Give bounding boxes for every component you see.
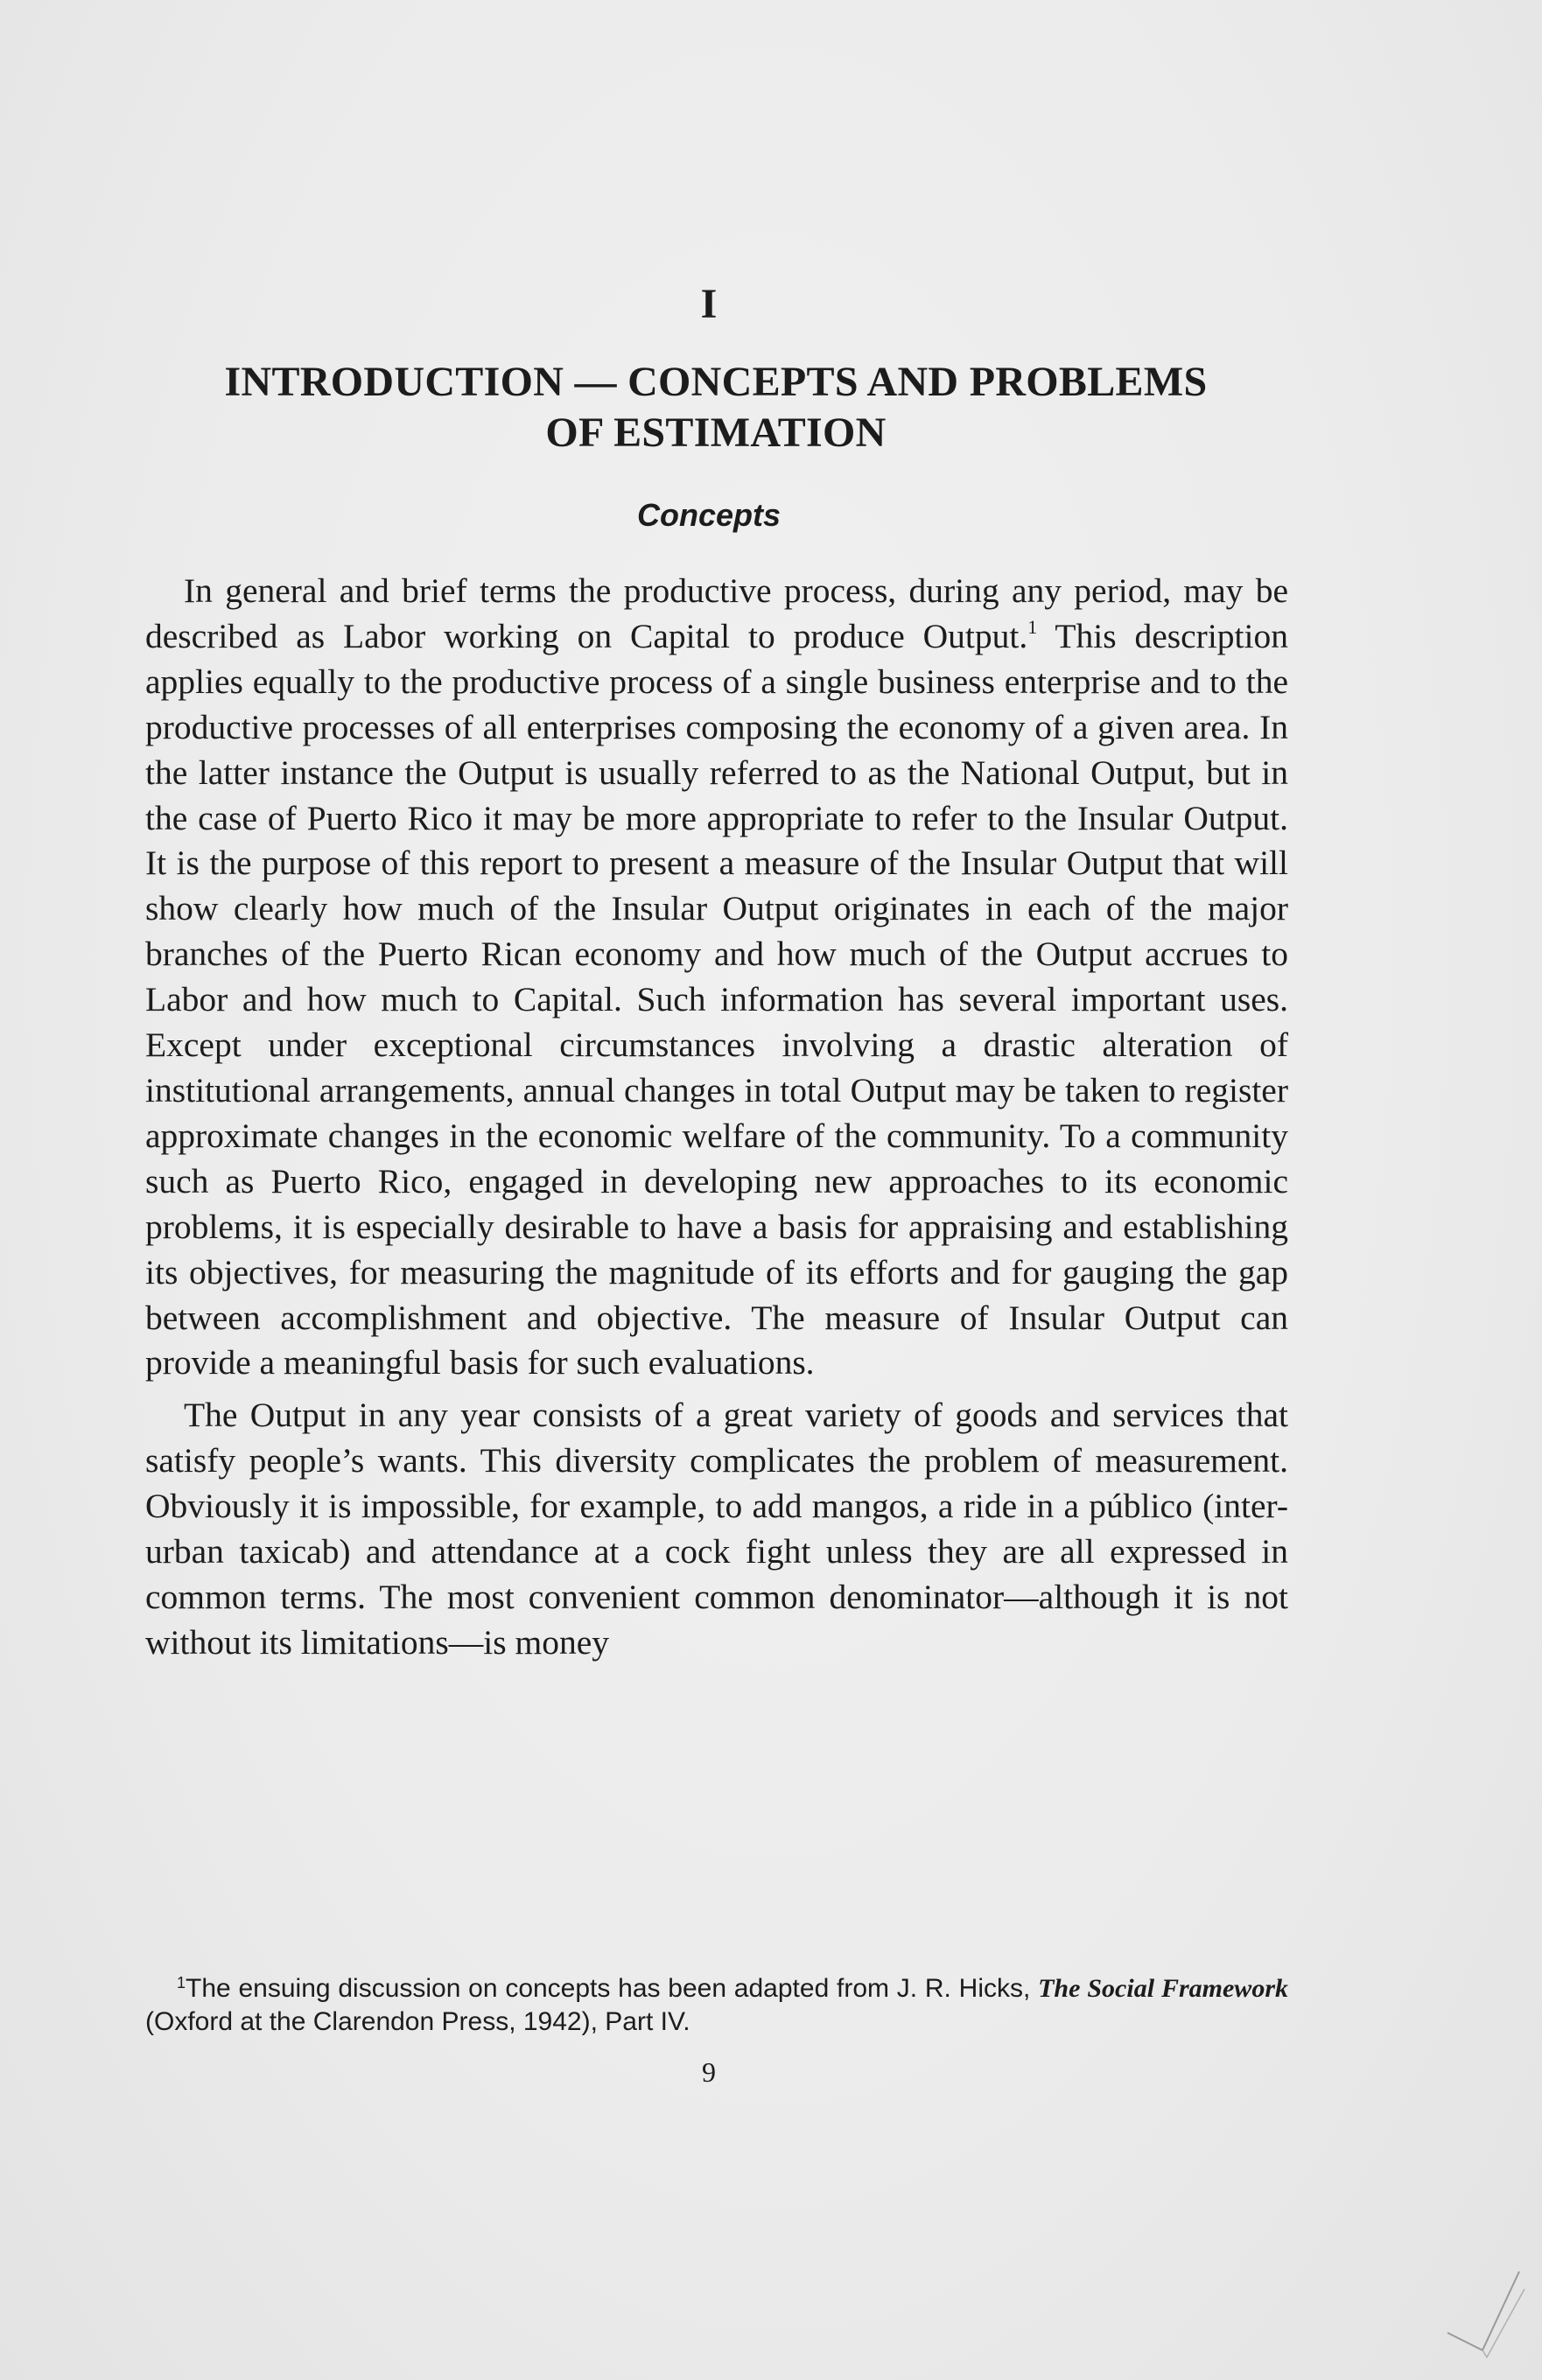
chapter-title-line-1: INTRODUCTION — CONCEPTS AND PROBLEMS [224, 359, 1208, 405]
footnote-reference: 1 [1027, 615, 1038, 638]
chapter-number: I [700, 281, 718, 327]
paragraph-1 [145, 569, 1288, 1386]
footnote-text-b: (Oxford at the Clarendon Press, 1942), Part IV. [145, 2007, 690, 2036]
paragraph-2: The Output in any year consists of a great variety of goods and services that satisfy people’s wants. This diversity complicates the problem of measurement. Obviously it is impossible, for example, to add mangos, a ride in a público (inter-urban taxicab) and attendance at a cock fight unless they are all expressed in common terms. The most convenient common denominator—although it is not without its limitations—is money [145, 1396, 1288, 1662]
page-number: 9 [702, 2056, 716, 2088]
footnote [145, 1972, 1288, 2039]
page-fold-mark [1421, 2236, 1526, 2359]
footnote-book-title: The Social Framework [1038, 1974, 1288, 2003]
section-heading: Concepts [636, 497, 782, 533]
paragraph-1-text-a: In general and brief terms the productive process, during any period, may be described as Labor working on Capital to produce Output. [145, 571, 1288, 655]
chapter-title-line-2: OF ESTIMATION [545, 410, 887, 456]
footnote-text-a: The ensuing discussion on concepts has been adapted from J. R. Hicks, [186, 1974, 1039, 2003]
paragraph-1-text-b: This description applies equally to the productive process of a single business enterprise and to the productive processes of all enterprises composing the economy of a given area. In the latter instance the Output is usually referred to as the National Output, but in the case of Puerto Rico it may be more appropriate to refer to the Insular Output. It is the purpose of this report to present a measure of the Insular Output that will show clearly how much of the Insular Output originates in each of the major branches of the Puerto Rican economy and how much of the Output accrues to Labor and how much to Capital. Such information has several important uses. Except under exceptional circumstances involving a drastic alteration of institutional arrangements, annual changes in total Output may be taken to register approximate changes in the economic welfare of the community. To a community such as Puerto Rico, engaged in developing new approaches to its economic problems, it is especially desirable to have a basis for appraising and establishing its objectives, for measuring the magnitude of its efforts and for gauging the gap between accomplishment and objective. The measure of Insular Output can provide a meaningful basis for such evaluations. [145, 616, 1288, 1382]
chapter-title [147, 357, 1285, 458]
body-text [145, 569, 1288, 1666]
footnote-marker: 1 [177, 1974, 186, 1992]
